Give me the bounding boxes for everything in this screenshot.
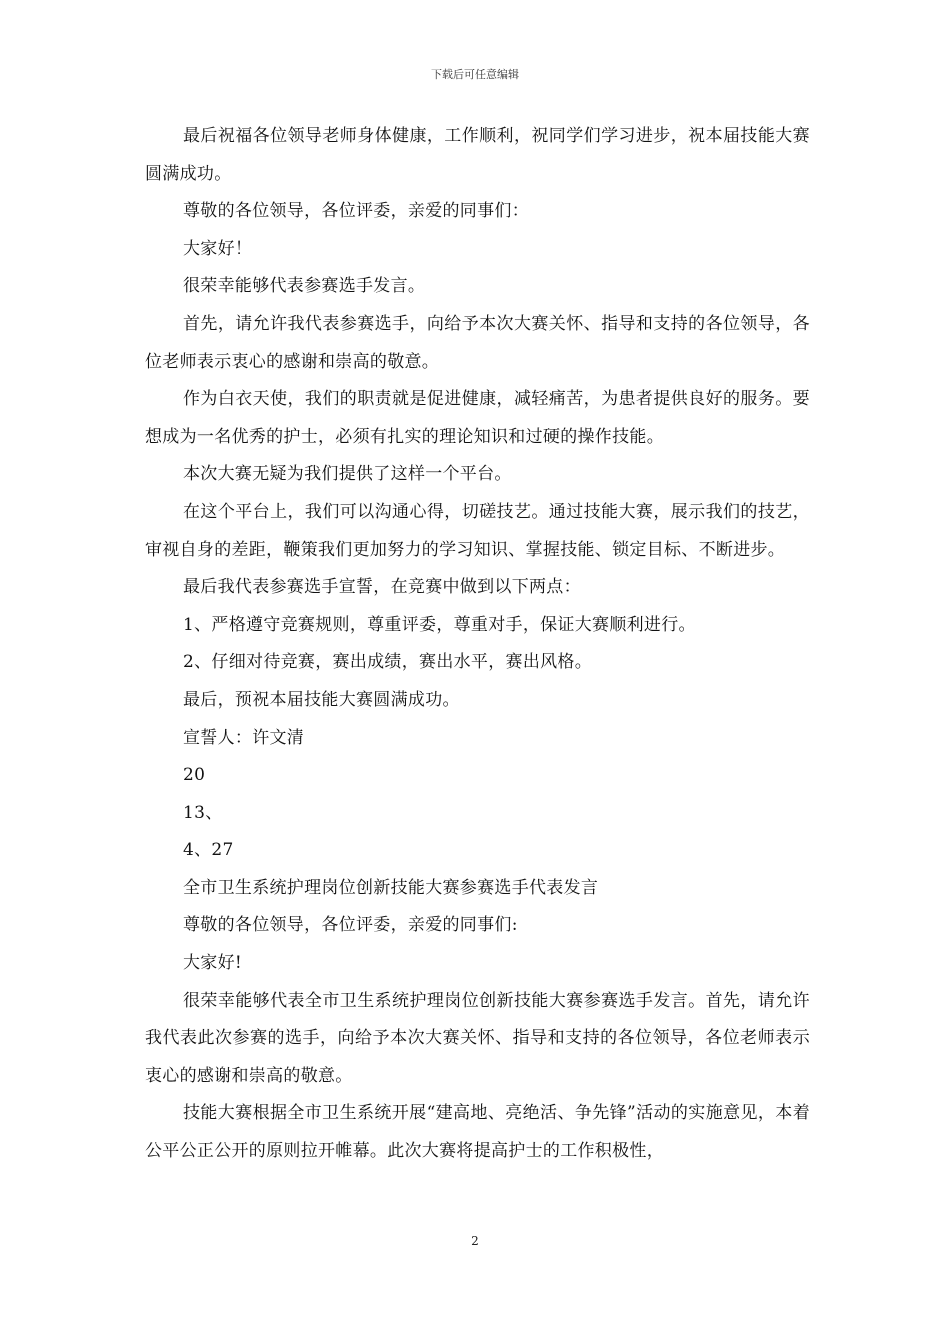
paragraph: 作为白衣天使，我们的职责就是促进健康，减轻痛苦，为患者提供良好的服务。要想成为一名优秀的护士，必须有扎实的理论知识和过硬的操作技能。 xyxy=(145,389,810,447)
date-fragment: 4、27 xyxy=(183,840,234,861)
paragraph: 本次大赛无疑为我们提供了这样一个平台。 xyxy=(183,464,512,485)
paragraph: 2、仔细对待竞赛，赛出成绩，赛出水平，赛出风格。 xyxy=(183,652,593,673)
paragraph: 首先，请允许我代表参赛选手，向给予本次大赛关怀、指导和支持的各位领导，各位老师表示衷心的感谢和崇高的敬意。 xyxy=(145,313,810,372)
document-body xyxy=(145,118,810,1171)
paragraph: 大家好！ xyxy=(183,238,253,259)
page-number: 2 xyxy=(471,1234,479,1248)
paragraph: 最后祝福各位领导老师身体健康，工作顺利，祝同学们学习进步，祝本届技能大赛圆满成功。 xyxy=(145,126,810,184)
date-fragment: 13、 xyxy=(183,802,223,823)
paragraph: 大家好! xyxy=(183,953,243,974)
date-fragment: 20 xyxy=(183,765,206,786)
page-header: 下载后可任意编辑 xyxy=(431,68,519,81)
paragraph: 技能大赛根据全市卫生系统开展“建高地、亮绝活、争先锋”活动的实施意见，本着公平公正公开的原则拉开帷幕。此次大赛将提高护士的工作积极性， xyxy=(145,1103,810,1162)
paragraph: 最后，预祝本届技能大赛圆满成功。 xyxy=(183,689,460,710)
paragraph: 很荣幸能够代表参赛选手发言。 xyxy=(183,276,426,297)
paragraph: 很荣幸能够代表全市卫生系统护理岗位创新技能大赛参赛选手发言。首先，请允许我代表此次参赛的选手，向给予本次大赛关怀、指导和支持的各位领导，各位老师表示衷心的感谢和崇高的敬意。 xyxy=(145,990,810,1086)
paragraph: 最后我代表参赛选手宣誓，在竞赛中做到以下两点： xyxy=(183,577,581,598)
paragraph: 尊敬的各位领导，各位评委，亲爱的同事们: xyxy=(183,915,518,936)
paragraph: 尊敬的各位领导，各位评委，亲爱的同事们： xyxy=(183,201,529,222)
signatory-line: 宣誓人：许文清 xyxy=(183,727,305,748)
section-title: 全市卫生系统护理岗位创新技能大赛参赛选手代表发言 xyxy=(183,877,599,898)
paragraph: 在这个平台上，我们可以沟通心得，切磋技艺。通过技能大赛，展示我们的技艺，审视自身的差距，鞭策我们更加努力的学习知识、掌握技能、锁定目标、不断进步。 xyxy=(145,501,810,560)
paragraph: 1、严格遵守竞赛规则，尊重评委，尊重对手，保证大赛顺利进行。 xyxy=(183,614,696,635)
